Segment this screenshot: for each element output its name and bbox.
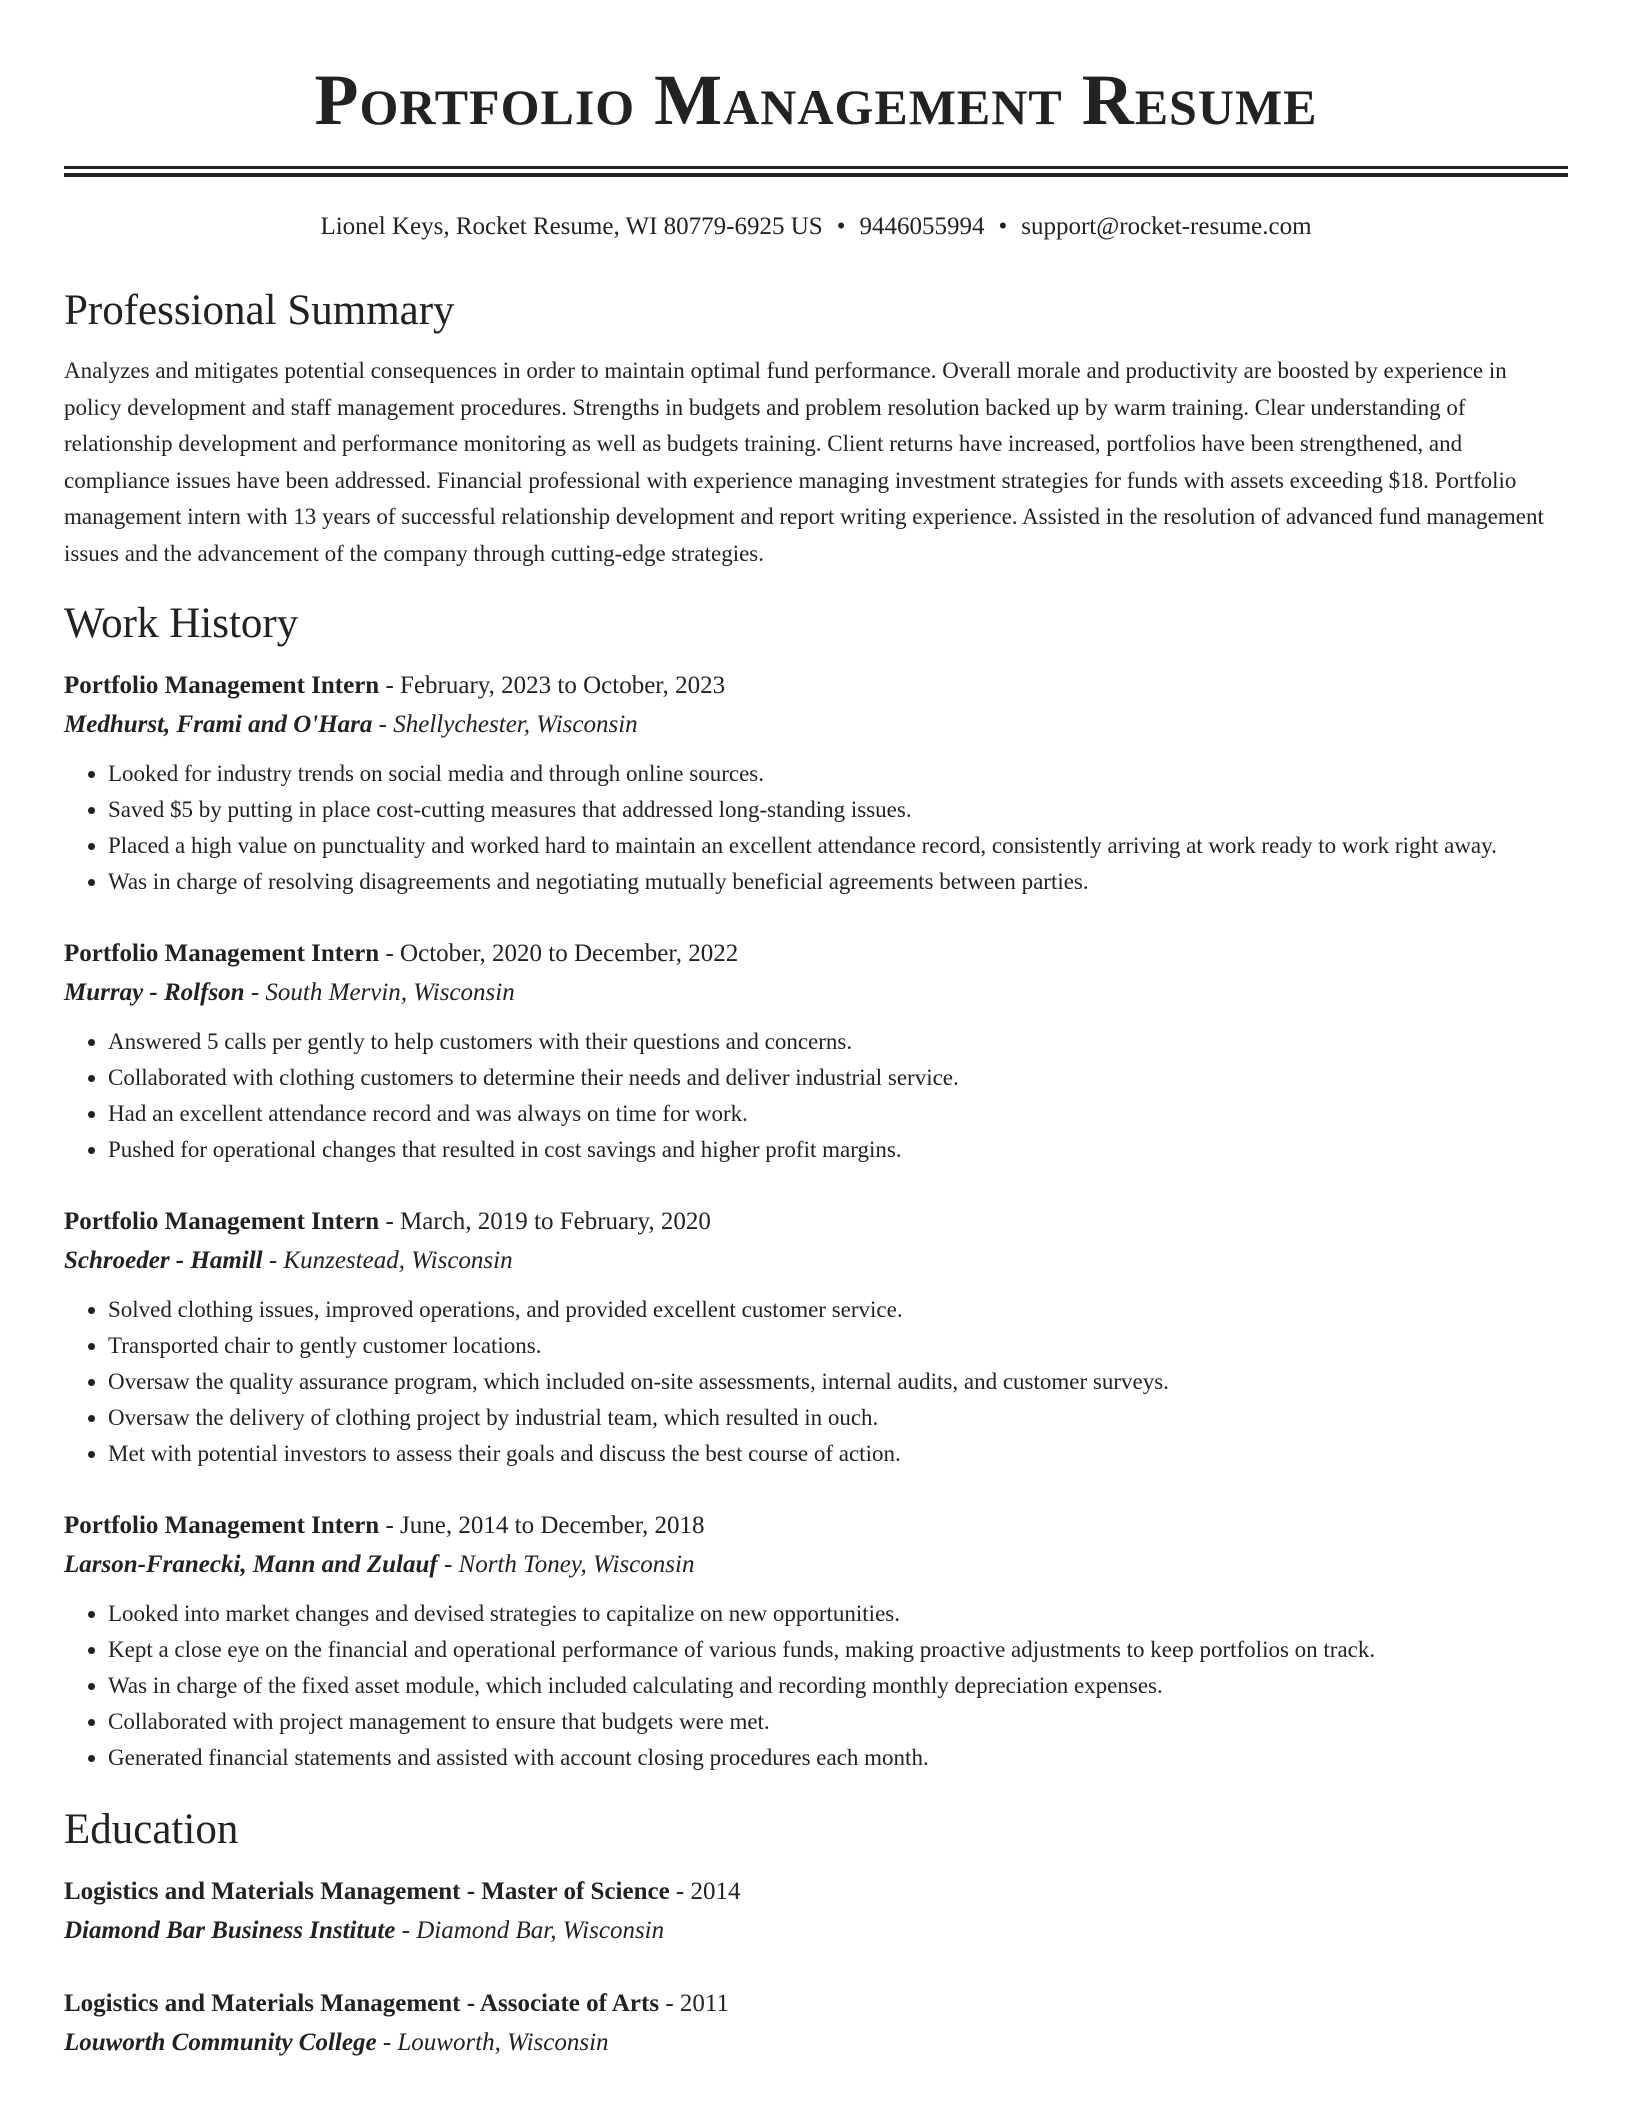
job-bullet: • Generated financial statements and assisted with account closing procedures each month. bbox=[108, 1740, 1568, 1776]
contact-line bbox=[64, 211, 1568, 243]
education-degree-line bbox=[64, 1872, 1568, 1911]
education-entry bbox=[64, 1984, 1568, 2062]
contact-separator: • bbox=[836, 213, 846, 240]
contact-address: Lionel Keys, Rocket Resume, WI 80779-6925 US bbox=[320, 213, 823, 240]
education-school-line bbox=[64, 1911, 1568, 1950]
summary-text: Analyzes and mitigates potential consequences in order to maintain optimal fund performance. Overall morale and productivity are boosted by experience in policy development and staff management procedures. Strengths in budgets and problem resolution backed up by warm training. Clear understanding of relationship development and performance monitoring as well as budgets training. Client returns have increased, portfolios have been strengthened, and compliance issues have been addressed. Financial professional with experience managing investment strategies for funds with assets exceeding $18. Portfolio management intern with 13 years of successful relationship development and report writing experience. Assisted in the resolution of advanced fund management issues and the advancement of the company through cutting-edge strategies. bbox=[64, 358, 1544, 566]
education-location: - Diamond Bar, Wisconsin bbox=[395, 1917, 665, 1944]
job-title: Portfolio Management Intern bbox=[64, 940, 380, 967]
job-bullet: • Collaborated with clothing customers to determine their needs and deliver industrial service. bbox=[108, 1060, 1568, 1096]
education-year: - 2014 bbox=[669, 1878, 741, 1905]
job-bullet: • Looked into market changes and devised strategies to capitalize on new opportunities. bbox=[108, 1596, 1568, 1632]
job-bullet: • Oversaw the delivery of clothing project by industrial team, which resulted in ouch. bbox=[108, 1400, 1568, 1436]
education-school-line bbox=[64, 2023, 1568, 2062]
education-heading: Education bbox=[64, 1806, 239, 1853]
education-degree: Logistics and Materials Management - Associate of Arts bbox=[64, 1990, 660, 2017]
resume-page bbox=[64, 0, 1568, 2062]
job-bullet: • Pushed for operational changes that resulted in cost savings and higher profit margins. bbox=[108, 1132, 1568, 1168]
education-year: - 2011 bbox=[659, 1990, 729, 2017]
education-degree: Logistics and Materials Management - Master of Science bbox=[64, 1878, 670, 1905]
job-bullet: • Oversaw the quality assurance program, which included on-site assessments, internal audits, and customer surveys. bbox=[108, 1364, 1568, 1400]
job-bullet: • Had an excellent attendance record and was always on time for work. bbox=[108, 1096, 1568, 1132]
job-dates: - February, 2023 to October, 2023 bbox=[379, 672, 726, 699]
education-school: Diamond Bar Business Institute bbox=[64, 1917, 396, 1944]
job-dates: - March, 2019 to February, 2020 bbox=[379, 1208, 711, 1235]
job-title: Portfolio Management Intern bbox=[64, 1512, 380, 1539]
job-location: - South Mervin, Wisconsin bbox=[244, 979, 515, 1006]
job-company: Murray - Rolfson bbox=[64, 979, 245, 1006]
job-bullet: • Was in charge of the fixed asset module, which included calculating and recording monthly depreciation expenses. bbox=[108, 1668, 1568, 1704]
education-location: - Louworth, Wisconsin bbox=[376, 2029, 609, 2056]
education-entry bbox=[64, 1872, 1568, 1950]
job-bullets bbox=[64, 1024, 1568, 1168]
job-title-line bbox=[64, 1506, 1568, 1545]
job-company-line bbox=[64, 1241, 1568, 1280]
job-entry bbox=[64, 666, 1568, 900]
job-bullet: • Saved $5 by putting in place cost-cutting measures that addressed long-standing issues. bbox=[108, 792, 1568, 828]
job-bullet: • Placed a high value on punctuality and worked hard to maintain an excellent attendance record, consistently arriving at work ready to work right away. bbox=[108, 828, 1568, 864]
contact-separator: • bbox=[998, 213, 1008, 240]
job-location: - Kunzestead, Wisconsin bbox=[262, 1247, 513, 1274]
job-bullets bbox=[64, 1292, 1568, 1472]
job-bullet: • Transported chair to gently customer locations. bbox=[108, 1328, 1568, 1364]
work-history-heading: Work History bbox=[64, 600, 299, 647]
job-company: Medhurst, Frami and O'Hara bbox=[64, 711, 373, 738]
job-company: Schroeder - Hamill bbox=[64, 1247, 263, 1274]
job-dates: - June, 2014 to December, 2018 bbox=[379, 1512, 705, 1539]
job-dates: - October, 2020 to December, 2022 bbox=[379, 940, 739, 967]
summary-heading: Professional Summary bbox=[64, 287, 455, 334]
job-bullets bbox=[64, 756, 1568, 900]
job-entry bbox=[64, 934, 1568, 1168]
job-company: Larson-Franecki, Mann and Zulauf bbox=[64, 1551, 438, 1578]
job-bullet: • Looked for industry trends on social media and through online sources. bbox=[108, 756, 1568, 792]
job-entry bbox=[64, 1202, 1568, 1472]
job-bullet: • Solved clothing issues, improved operations, and provided excellent customer service. bbox=[108, 1292, 1568, 1328]
job-title: Portfolio Management Intern bbox=[64, 672, 380, 699]
job-title-line bbox=[64, 1202, 1568, 1241]
job-bullets bbox=[64, 1596, 1568, 1776]
education-degree-line bbox=[64, 1984, 1568, 2023]
job-bullet: • Collaborated with project management to ensure that budgets were met. bbox=[108, 1704, 1568, 1740]
job-bullet: • Answered 5 calls per gently to help customers with their questions and concerns. bbox=[108, 1024, 1568, 1060]
contact-email: support@rocket-resume.com bbox=[1021, 213, 1312, 240]
title-divider bbox=[64, 166, 1568, 177]
job-bullet: • Was in charge of resolving disagreements and negotiating mutually beneficial agreements between parties. bbox=[108, 864, 1568, 900]
job-title-line bbox=[64, 934, 1568, 973]
job-location: - North Toney, Wisconsin bbox=[437, 1551, 695, 1578]
job-company-line bbox=[64, 705, 1568, 744]
job-location: - Shellychester, Wisconsin bbox=[372, 711, 638, 738]
job-title-line bbox=[64, 666, 1568, 705]
contact-phone: 9446055994 bbox=[859, 213, 985, 240]
job-bullet: • Met with potential investors to assess their goals and discuss the best course of action. bbox=[108, 1436, 1568, 1472]
page-title: Portfolio Management Resume bbox=[314, 60, 1318, 140]
education-school: Louworth Community College bbox=[64, 2029, 377, 2056]
job-title: Portfolio Management Intern bbox=[64, 1208, 380, 1235]
job-bullet: • Kept a close eye on the financial and operational performance of various funds, making proactive adjustments to keep portfolios on track. bbox=[108, 1632, 1568, 1668]
job-company-line bbox=[64, 1545, 1568, 1584]
job-entry bbox=[64, 1506, 1568, 1776]
job-company-line bbox=[64, 973, 1568, 1012]
